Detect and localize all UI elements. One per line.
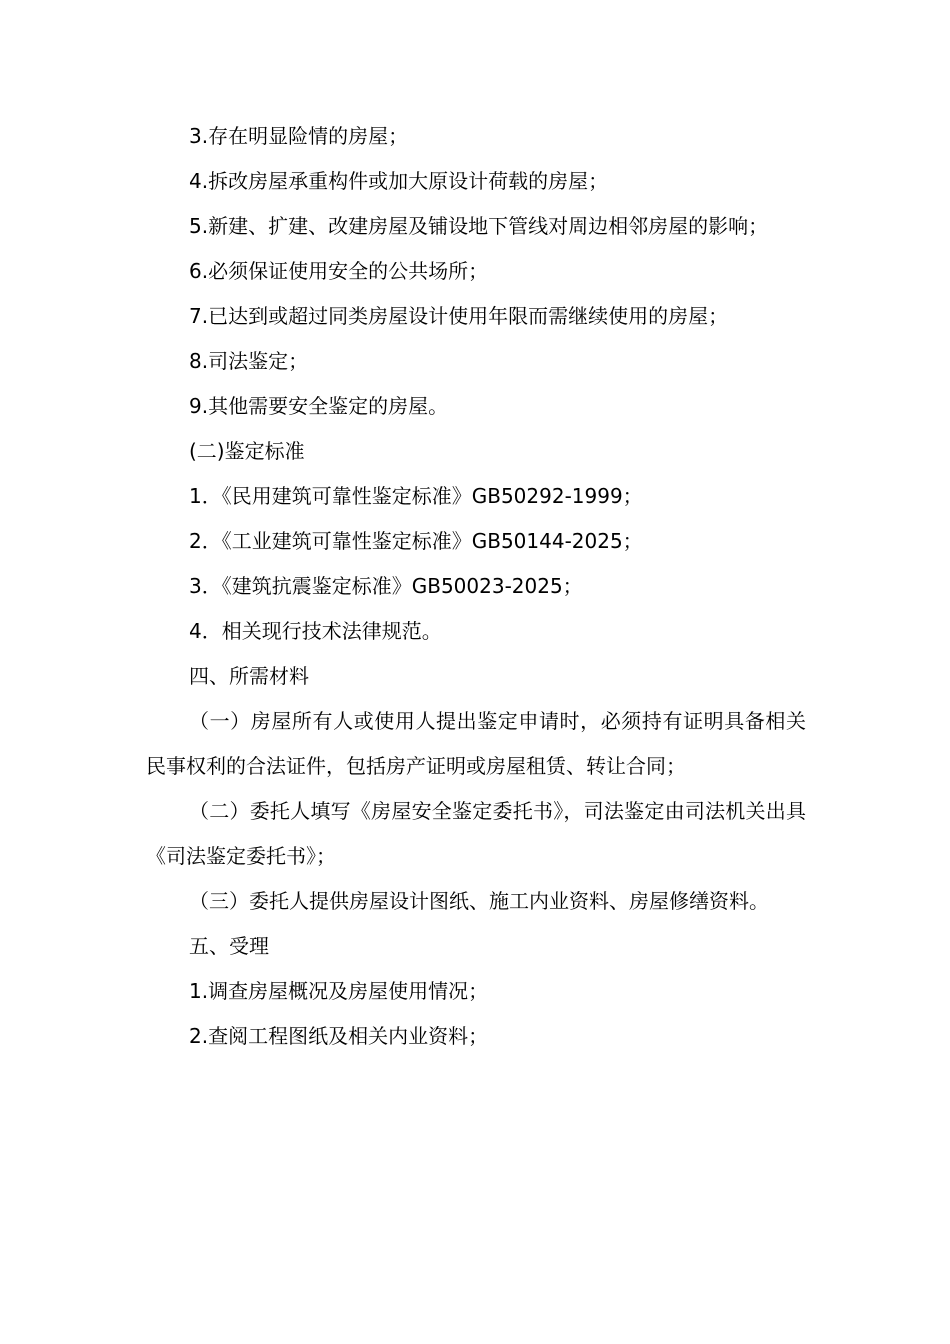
acceptance-item-review-drawings: 2.查阅工程图纸及相关内业资料； xyxy=(189,1024,489,1048)
standard-item-industrial-building: 2．《工业建筑可靠性鉴定标准》GB50144-2025； xyxy=(189,529,643,553)
list-item-load-bearing-alteration: 4.拆改房屋承重构件或加大原设计荷载的房屋； xyxy=(189,169,609,193)
list-item-dangerous-house: 3.存在明显险情的房屋； xyxy=(189,124,409,148)
materials-item-commission-form: （二）委托人填写《房屋安全鉴定委托书》，司法鉴定由司法机关出具《司法鉴定委托书》； xyxy=(146,799,806,868)
section-heading-appraisal-standards: (二)鉴定标准 xyxy=(189,439,305,463)
standard-item-regulations: 4．相关现行技术法律规范。 xyxy=(189,619,442,643)
materials-item-design-drawings: （三）委托人提供房屋设计图纸、施工内业资料、房屋修缮资料。 xyxy=(189,889,769,913)
list-item-judicial-appraisal: 8.司法鉴定； xyxy=(189,349,309,373)
standard-item-seismic: 3．《建筑抗震鉴定标准》GB50023-2025； xyxy=(189,574,583,598)
section-heading-required-materials: 四、所需材料 xyxy=(189,664,309,688)
list-item-public-places: 6.必须保证使用安全的公共场所； xyxy=(189,259,489,283)
acceptance-item-survey: 1.调查房屋概况及房屋使用情况； xyxy=(189,979,489,1003)
materials-item-ownership-proof: （一）房屋所有人或使用人提出鉴定申请时，必须持有证明具备相关民事权利的合法证件，包括房产证明或房屋租赁、转让合同； xyxy=(146,709,806,778)
standard-item-civil-building: 1．《民用建筑可靠性鉴定标准》GB50292-1999； xyxy=(189,484,643,508)
document-body xyxy=(146,114,806,1059)
section-heading-acceptance: 五、受理 xyxy=(189,934,269,958)
list-item-new-construction-impact: 5.新建、扩建、改建房屋及铺设地下管线对周边相邻房屋的影响； xyxy=(189,214,769,238)
list-item-other-houses: 9.其他需要安全鉴定的房屋。 xyxy=(189,394,449,418)
list-item-exceeded-service-life: 7.已达到或超过同类房屋设计使用年限而需继续使用的房屋； xyxy=(189,304,729,328)
